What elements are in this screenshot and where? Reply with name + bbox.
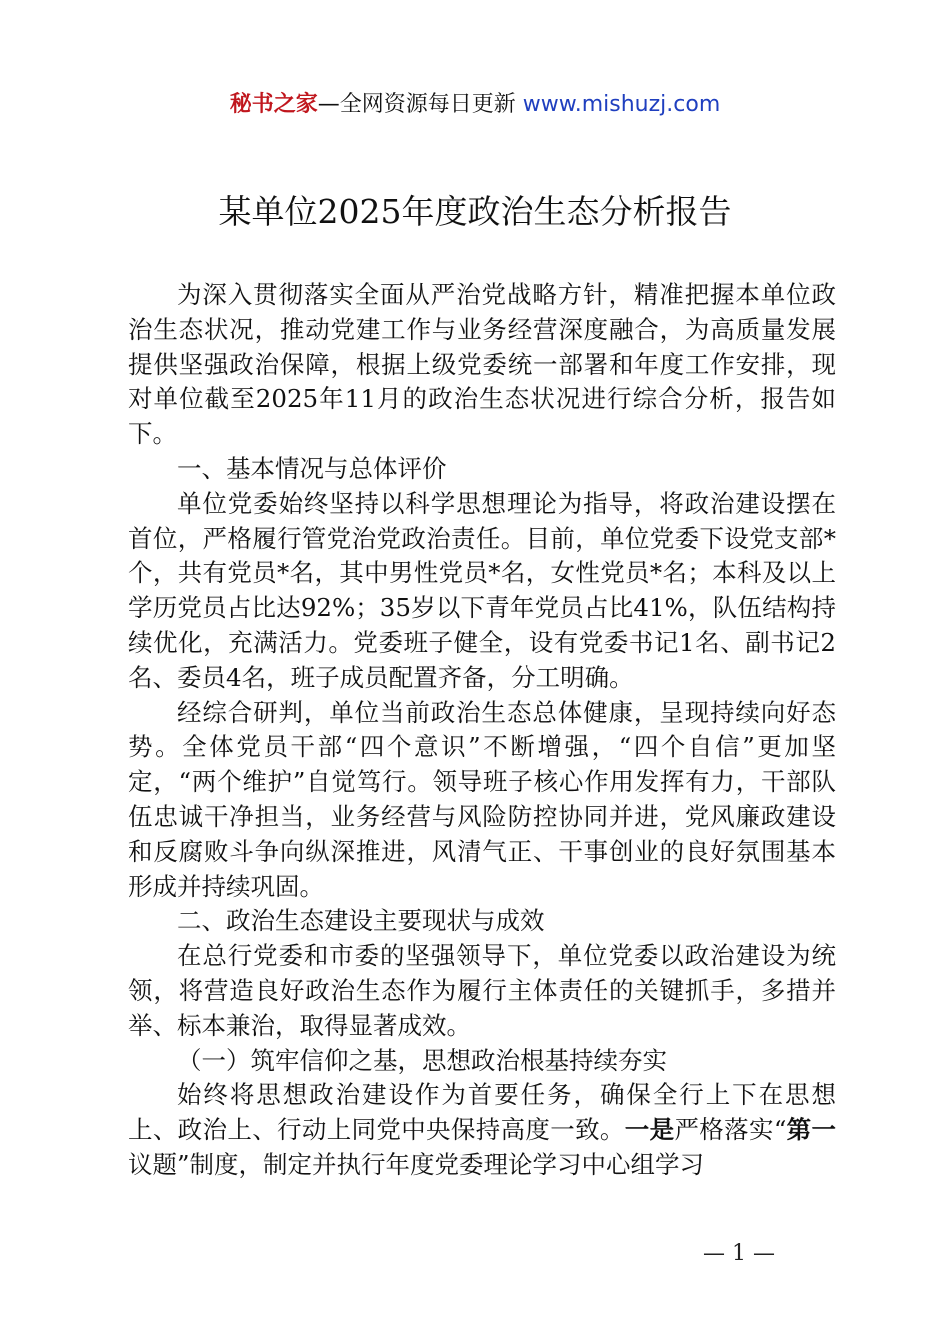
section-heading-2: 二、政治生态建设主要现状与成效: [177, 906, 545, 936]
emphasis-text: 第一: [786, 1115, 837, 1145]
subsection-heading-1: （一）筑牢信仰之基，思想政治根基持续夯实: [177, 1045, 667, 1075]
body-paragraph: 单位党委始终坚持以科学思想理论为指导，将政治建设摆在首位，严格履行管党治党政治责任。目前，单位党委下设党支部*个，共有党员*名，其中男性党员*名，女性党员*名；本科及以上学历党员占比达92%；35岁以下青年党员占比41%，队伍结构持续优化，充满活力。党委班子健全，设有党委书记1名、副书记2名、委员4名，班子成员配置齐备，分工明确。: [128, 488, 836, 692]
body-paragraph: [128, 1078, 836, 1182]
page-number: — 1 —: [703, 1241, 775, 1266]
emphasis-text: 一是: [624, 1115, 675, 1145]
site-url-link[interactable]: www.mishuzj.com: [522, 92, 721, 117]
quote-mark: “: [773, 1115, 787, 1145]
body-paragraph: 在总行党委和市委的坚强领导下，单位党委以政治建设为统领，将营造良好政治生态作为履行主体责任的关键抓手，多措并举、标本兼治，取得显著成效。: [128, 941, 836, 1040]
brand-name[interactable]: 秘书之家: [229, 92, 318, 117]
section-heading-1: 一、基本情况与总体评价: [177, 453, 447, 483]
paragraph-text: 议题”制度，制定并执行年度党委理论学习中心组学习: [128, 1149, 705, 1179]
paragraph-text: 严格落实: [674, 1115, 774, 1145]
paragraph-text: 始终将思想政治建设作为首要任务，确保全行上下在思想上、政治上、行动上同党中央保持高度一致。: [128, 1080, 836, 1145]
intro-paragraph: 为深入贯彻落实全面从严治党战略方针，精准把握本单位政治生态状况，推动党建工作与业务经营深度融合，为高质量发展提供坚强政治保障，根据上级党委统一部署和年度工作安排，现对单位截至2025年11月的政治生态状况进行综合分析，报告如下。: [128, 280, 836, 449]
site-header: [0, 88, 950, 122]
document-body: [128, 278, 836, 1183]
document-title: 某单位2025年度政治生态分析报告: [218, 192, 732, 231]
header-slogan: —全网资源每日更新: [317, 92, 516, 117]
body-paragraph: 经综合研判，单位当前政治生态总体健康，呈现持续向好态势。全体党员干部“四个意识”不断增强，“四个自信”更加坚定，“两个维护”自觉笃行。领导班子核心作用发挥有力，干部队伍忠诚干净担当，业务经营与风险防控协同并进，党风廉政建设和反腐败斗争向纵深推进，风清气正、干事创业的良好氛围基本形成并持续巩固。: [128, 697, 836, 901]
